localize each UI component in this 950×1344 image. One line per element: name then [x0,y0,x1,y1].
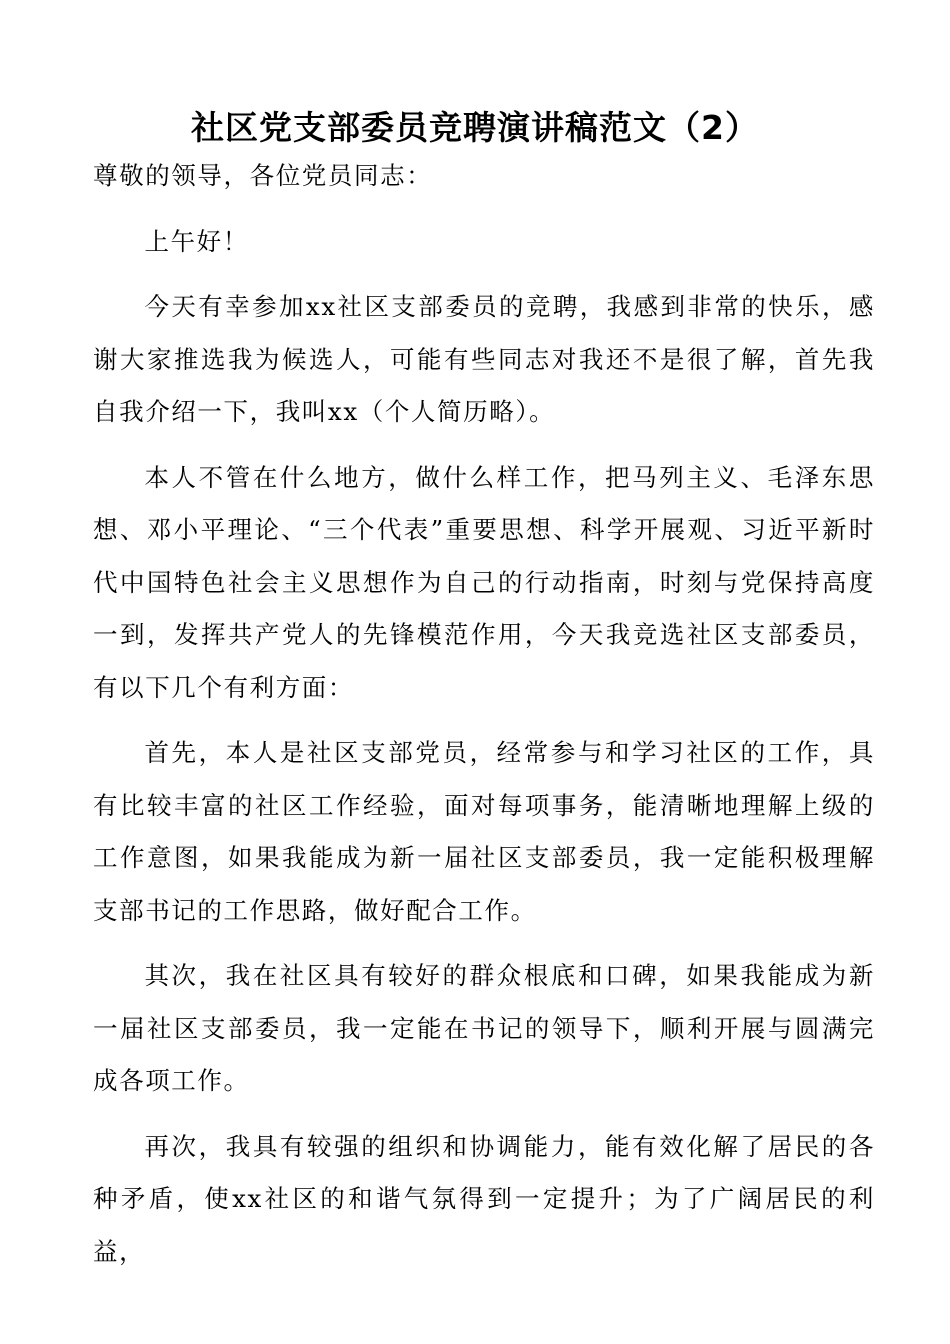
paragraph-second-advantage: 其次，我在社区具有较好的群众根底和口碑，如果我能成为新一届社区支部委员，我一定能在书记的领导下，顺利开展与圆满完成各项工作。 [93,961,875,1095]
document-body [93,150,875,1278]
paragraph-third-advantage: 再次，我具有较强的组织和协调能力，能有效化解了居民的各种矛盾，使xx社区的和谐气氛得到一定提升；为了广阔居民的利益， [93,1131,875,1266]
paragraph-introduction: 今天有幸参加xx社区支部委员的竞聘，我感到非常的快乐，感谢大家推选我为候选人，可能有些同志对我还不是很了解，首先我自我介绍一下，我叫xx（个人简历略）。 [93,292,875,426]
paragraph-greeting: 上午好！ [144,226,249,256]
document-title: 社区党支部委员竞聘演讲稿范文（2） [191,108,759,147]
paragraph-first-advantage: 首先，本人是社区支部党员，经常参与和学习社区的工作，具有比较丰富的社区工作经验，面对每项事务，能清晰地理解上级的工作意图，如果我能成为新一届社区支部委员，我一定能积极理解支部书记的工作思路，做好配合工作。 [93,738,875,925]
paragraph-principles: 本人不管在什么地方，做什么样工作，把马列主义、毛泽东思想、邓小平理论、“三个代表”重要思想、科学开展观、习近平新时代中国特色社会主义思想作为自己的行动指南，时刻与党保持高度一到，发挥共产党人的先锋模范作用，今天我竞选社区支部委员，有以下几个有利方面： [93,462,875,702]
salutation: 尊敬的领导，各位党员同志： [93,161,433,190]
